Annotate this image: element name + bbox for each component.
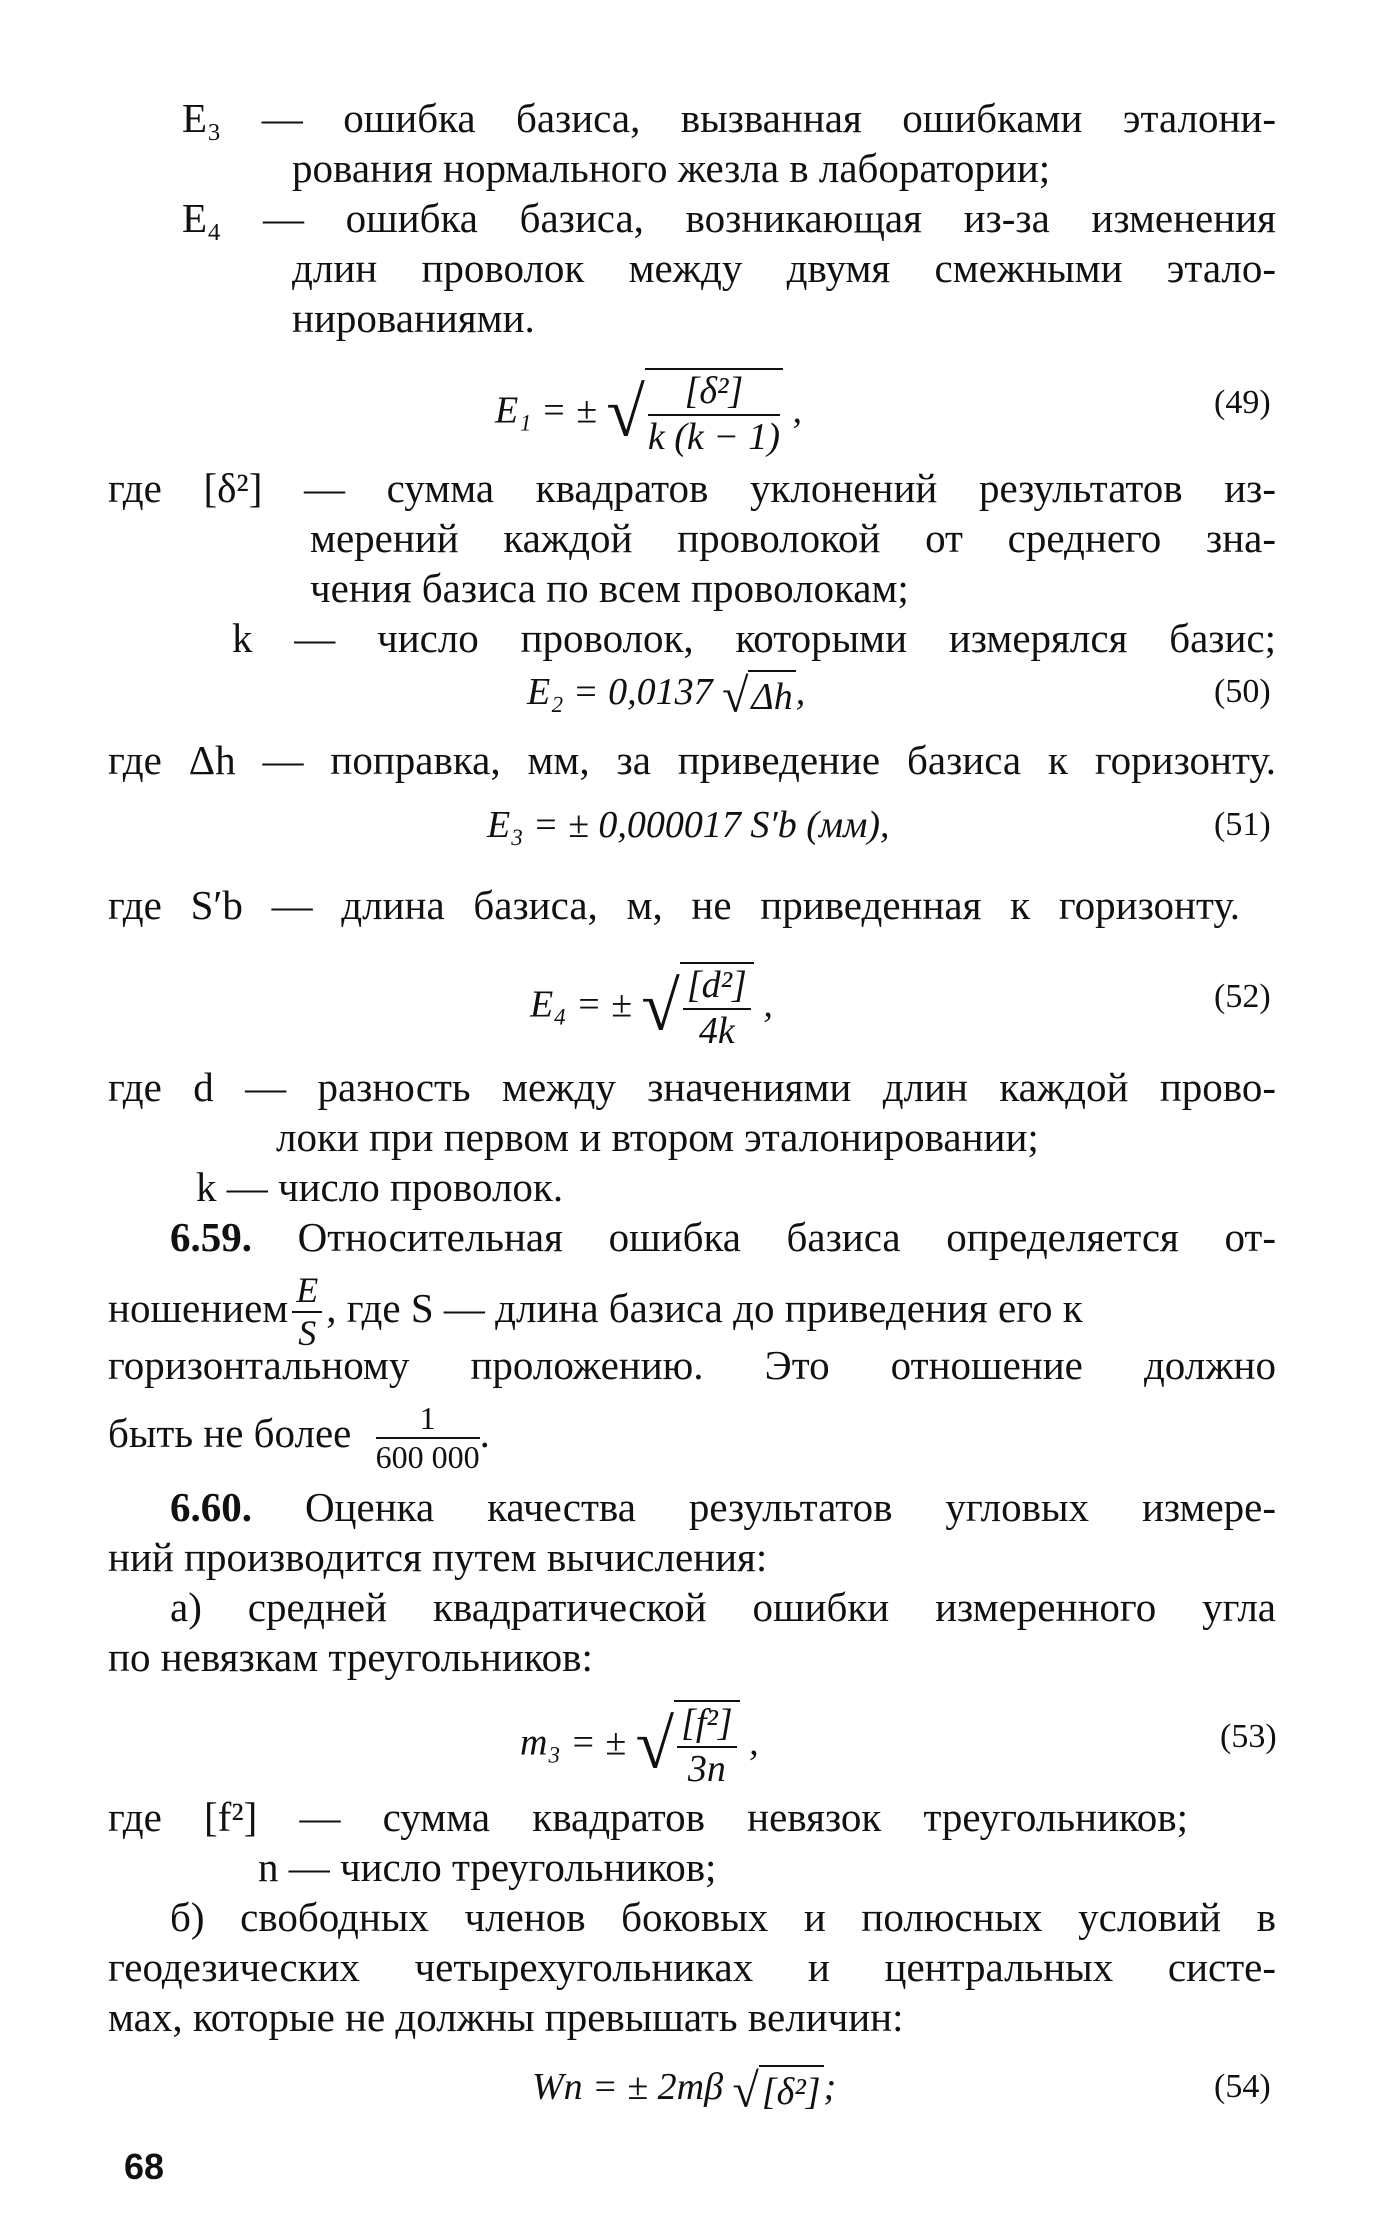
equation-tail: , — [749, 1721, 759, 1764]
inline-fraction — [376, 1400, 480, 1476]
text-span: Относительная ошибка базиса определяется от- — [297, 1214, 1276, 1260]
fraction-denominator: 4k — [698, 1009, 735, 1052]
fraction-numerator: [δ²] — [648, 370, 780, 416]
equation-number: (51) — [1214, 806, 1271, 843]
radicand: Δh — [748, 670, 795, 722]
text-line: горизонтальному проложению. Это отношение должно — [108, 1342, 1276, 1388]
text-line: мах, которые не должны превышать величин: — [108, 1994, 904, 2040]
equation-tail: , — [792, 389, 803, 432]
text-line — [170, 1482, 1276, 1532]
fraction-denominator: 3n — [687, 1747, 726, 1790]
text-line: а) средней квадратической ошибки измеренного угла — [170, 1584, 1276, 1630]
equation-lhs: E₁ = ± — [495, 389, 597, 432]
text-line: где [f²] — сумма квадратов невязок треугольников; — [108, 1794, 1188, 1840]
radicand: [δ²] — [759, 2065, 824, 2117]
equation-50 — [527, 667, 805, 722]
equation-number: (54) — [1214, 2068, 1271, 2105]
text-line: нированиями. — [292, 295, 535, 341]
text-line: где d — разность между значениями длин каждой прово- — [108, 1064, 1276, 1110]
text-line: E₃ — ошибка базиса, вызванная ошибками эталони- — [182, 95, 1276, 141]
equation-lhs: m₃ = ± — [520, 1721, 627, 1764]
equation-53 — [520, 1700, 759, 1791]
section-number: 6.59. — [170, 1214, 252, 1260]
equation-number: (52) — [1214, 978, 1271, 1015]
text-line: n — число треугольников; — [258, 1844, 717, 1890]
text-span: быть не более — [108, 1410, 352, 1457]
fraction-numerator: E — [292, 1270, 322, 1313]
equation-51: E₃ = ± 0,000017 S′b (мм), — [487, 804, 890, 846]
fraction-numerator: [d²] — [683, 964, 751, 1010]
equation-tail: , — [795, 671, 806, 713]
equation-lhs: Wп = ± 2mβ — [532, 2066, 724, 2108]
equation-52 — [530, 962, 773, 1053]
text-line: по невязкам треугольников: — [108, 1634, 593, 1680]
text-line: ний производится путем вычисления: — [108, 1534, 768, 1580]
text-line: k — число проволок, которыми измерялся базис; — [232, 615, 1276, 661]
text-line — [170, 1212, 1276, 1262]
sqrt-sign: √[δ²] — [733, 2063, 824, 2117]
text-line: локи при первом и втором эталонировании; — [276, 1114, 1039, 1160]
text-span: Оценка качества результатов угловых измере- — [304, 1484, 1277, 1530]
fraction-denominator: k (k − 1) — [647, 415, 781, 458]
equation-lhs: E₄ = ± — [530, 983, 632, 1026]
fraction-numerator: [f²] — [677, 1702, 737, 1748]
equation-tail: ; — [823, 2066, 837, 2108]
text-line: где S′b — длина базиса, м, не приведенная к горизонту. — [108, 882, 1240, 928]
sqrt-sign: √ $\frac{\text{[f²]}}{3n}$ — [636, 1700, 740, 1791]
text-line: чения базиса по всем проволокам; — [310, 565, 909, 611]
text-line — [108, 1400, 490, 1476]
equation-number: (49) — [1214, 384, 1271, 421]
equation-49 — [495, 368, 802, 459]
equation-tail: , — [763, 983, 773, 1026]
equation-number: (50) — [1214, 673, 1271, 710]
text-line: б) свободных членов боковых и полюсных условий в — [170, 1894, 1276, 1940]
page-number: 68 — [124, 2146, 165, 2187]
text-line: мерений каждой проволокой от среднего зна- — [310, 515, 1276, 561]
text-line: где [δ²] — сумма квадратов уклонений результатов из- — [108, 465, 1276, 511]
text-line: где Δh — поправка, мм, за приведение базиса к горизонту. — [108, 737, 1276, 783]
text-line: рования нормального жезла в лаборатории; — [292, 145, 1051, 191]
text-span: , где S — длина базиса до приведения его к — [326, 1284, 1083, 1331]
section-number: 6.60. — [170, 1484, 252, 1530]
fraction-denominator: 600 000 — [375, 1438, 480, 1475]
text-line: k — число проволок. — [196, 1164, 564, 1210]
equation-number: (53) — [1220, 1718, 1277, 1755]
text-line: геодезических четырехугольниках и центральных систе- — [108, 1944, 1276, 1990]
text-line: длин проволок между двумя смежными этало- — [292, 245, 1276, 291]
text-line: E₄ — ошибка базиса, возникающая из-за изменения — [182, 195, 1276, 241]
sqrt-sign: √Δh — [722, 668, 796, 722]
sqrt-sign: √ $\frac{\text{[d²]}}{4k}$ — [641, 962, 753, 1053]
equation-lhs: E₂ = 0,0137 — [527, 671, 713, 713]
equation-54 — [532, 2062, 836, 2117]
text-span: ношением — [108, 1284, 289, 1331]
sqrt-sign: √ $\frac{\text{[δ²]}}{k (k - 1)}$ — [606, 368, 783, 459]
fraction-numerator: 1 — [376, 1400, 480, 1439]
text-span: . — [479, 1410, 490, 1457]
fraction-denominator: S — [298, 1313, 317, 1354]
